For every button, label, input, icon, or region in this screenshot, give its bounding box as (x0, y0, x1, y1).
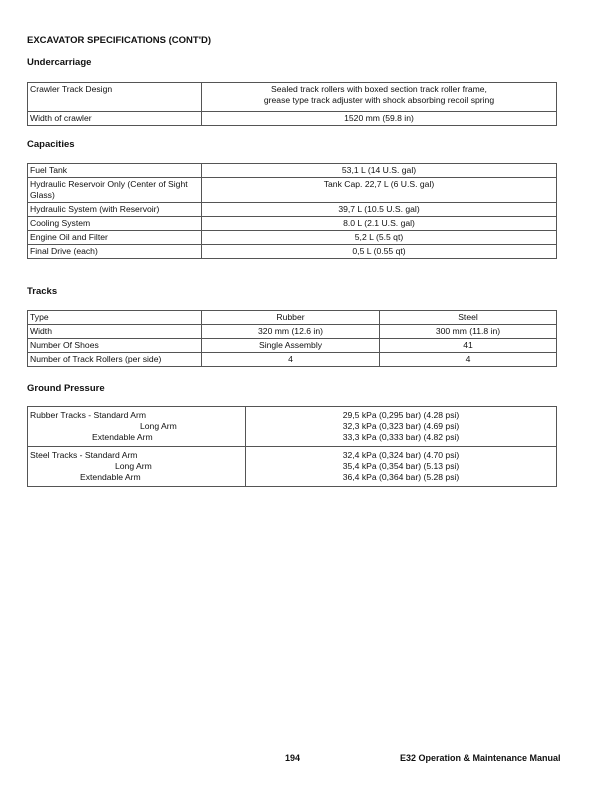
row-value (246, 447, 557, 487)
value-line: 36,4 kPa (0,364 bar) (5.28 psi) (342, 472, 460, 482)
tracks-heading: Tracks (27, 286, 58, 297)
value-line: 29,5 kPa (0,295 bar) (4.28 psi) (342, 410, 460, 420)
cell: 4 (202, 353, 380, 367)
undercarriage-table (27, 82, 557, 126)
table-row (28, 164, 557, 178)
value-line: 33,3 kPa (0,333 bar) (4.82 psi) (342, 432, 460, 442)
value-line: 32,3 kPa (0,323 bar) (4.69 psi) (342, 421, 460, 431)
cell: Number Of Shoes (28, 339, 202, 353)
cell: 300 mm (11.8 in) (380, 325, 557, 339)
table-row (28, 447, 557, 487)
table-row (28, 407, 557, 447)
cell: 41 (380, 339, 557, 353)
row-label: Fuel Tank (28, 164, 202, 178)
cell: 320 mm (12.6 in) (202, 325, 380, 339)
table-row (28, 83, 557, 112)
tracks-table (27, 310, 557, 367)
ground-pressure-table (27, 406, 557, 487)
row-value: 1520 mm (59.8 in) (202, 112, 557, 126)
table-row (28, 245, 557, 259)
table-row (28, 112, 557, 126)
ground-pressure-heading: Ground Pressure (27, 383, 105, 394)
value-line: grease type track adjuster with shock absorbing recoil spring (263, 95, 495, 105)
row-value: Tank Cap. 22,7 L (6 U.S. gal) (202, 178, 557, 203)
cell: Steel (380, 311, 557, 325)
cell: Width (28, 325, 202, 339)
value-line: 35,4 kPa (0,354 bar) (5.13 psi) (342, 461, 460, 471)
page-title: EXCAVATOR SPECIFICATIONS (CONT'D) (27, 35, 211, 46)
row-label: Final Drive (each) (28, 245, 202, 259)
cell: 4 (380, 353, 557, 367)
row-value: 53,1 L (14 U.S. gal) (202, 164, 557, 178)
capacities-table (27, 163, 557, 259)
row-label: Engine Oil and Filter (28, 231, 202, 245)
label-line: Extendable Arm (80, 472, 141, 482)
row-label: Crawler Track Design (28, 83, 202, 112)
cell: Rubber (202, 311, 380, 325)
row-label: Hydraulic Reservoir Only (Center of Sight Glass) (28, 178, 202, 203)
cell: Number of Track Rollers (per side) (28, 353, 202, 367)
row-value: 0,5 L (0.55 qt) (202, 245, 557, 259)
row-value (202, 83, 557, 112)
cell: Single Assembly (202, 339, 380, 353)
row-label: Hydraulic System (with Reservoir) (28, 203, 202, 217)
row-value (246, 407, 557, 447)
table-row (28, 325, 557, 339)
undercarriage-heading: Undercarriage (27, 57, 92, 68)
table-row (28, 353, 557, 367)
cell: Type (28, 311, 202, 325)
row-value: 8.0 L (2.1 U.S. gal) (202, 217, 557, 231)
row-label: Width of crawler (28, 112, 202, 126)
manual-title: E32 Operation & Maintenance Manual (400, 753, 561, 763)
label-line: Long Arm (115, 461, 152, 471)
row-value: 39,7 L (10.5 U.S. gal) (202, 203, 557, 217)
label-line: Steel Tracks - Standard Arm (30, 450, 138, 460)
capacities-heading: Capacities (27, 139, 75, 150)
row-label (28, 407, 246, 447)
table-row (28, 339, 557, 353)
row-label: Cooling System (28, 217, 202, 231)
label-line: Extendable Arm (92, 432, 153, 442)
table-row (28, 203, 557, 217)
table-row (28, 178, 557, 203)
page-number: 194 (285, 753, 301, 763)
row-label (28, 447, 246, 487)
table-row (28, 311, 557, 325)
table-row (28, 217, 557, 231)
table-row (28, 231, 557, 245)
label-line: Long Arm (140, 421, 177, 431)
value-line: Sealed track rollers with boxed section track roller frame, (271, 84, 487, 94)
row-value: 5,2 L (5.5 qt) (202, 231, 557, 245)
label-line: Rubber Tracks - Standard Arm (30, 410, 147, 420)
value-line: 32,4 kPa (0,324 bar) (4.70 psi) (342, 450, 460, 460)
